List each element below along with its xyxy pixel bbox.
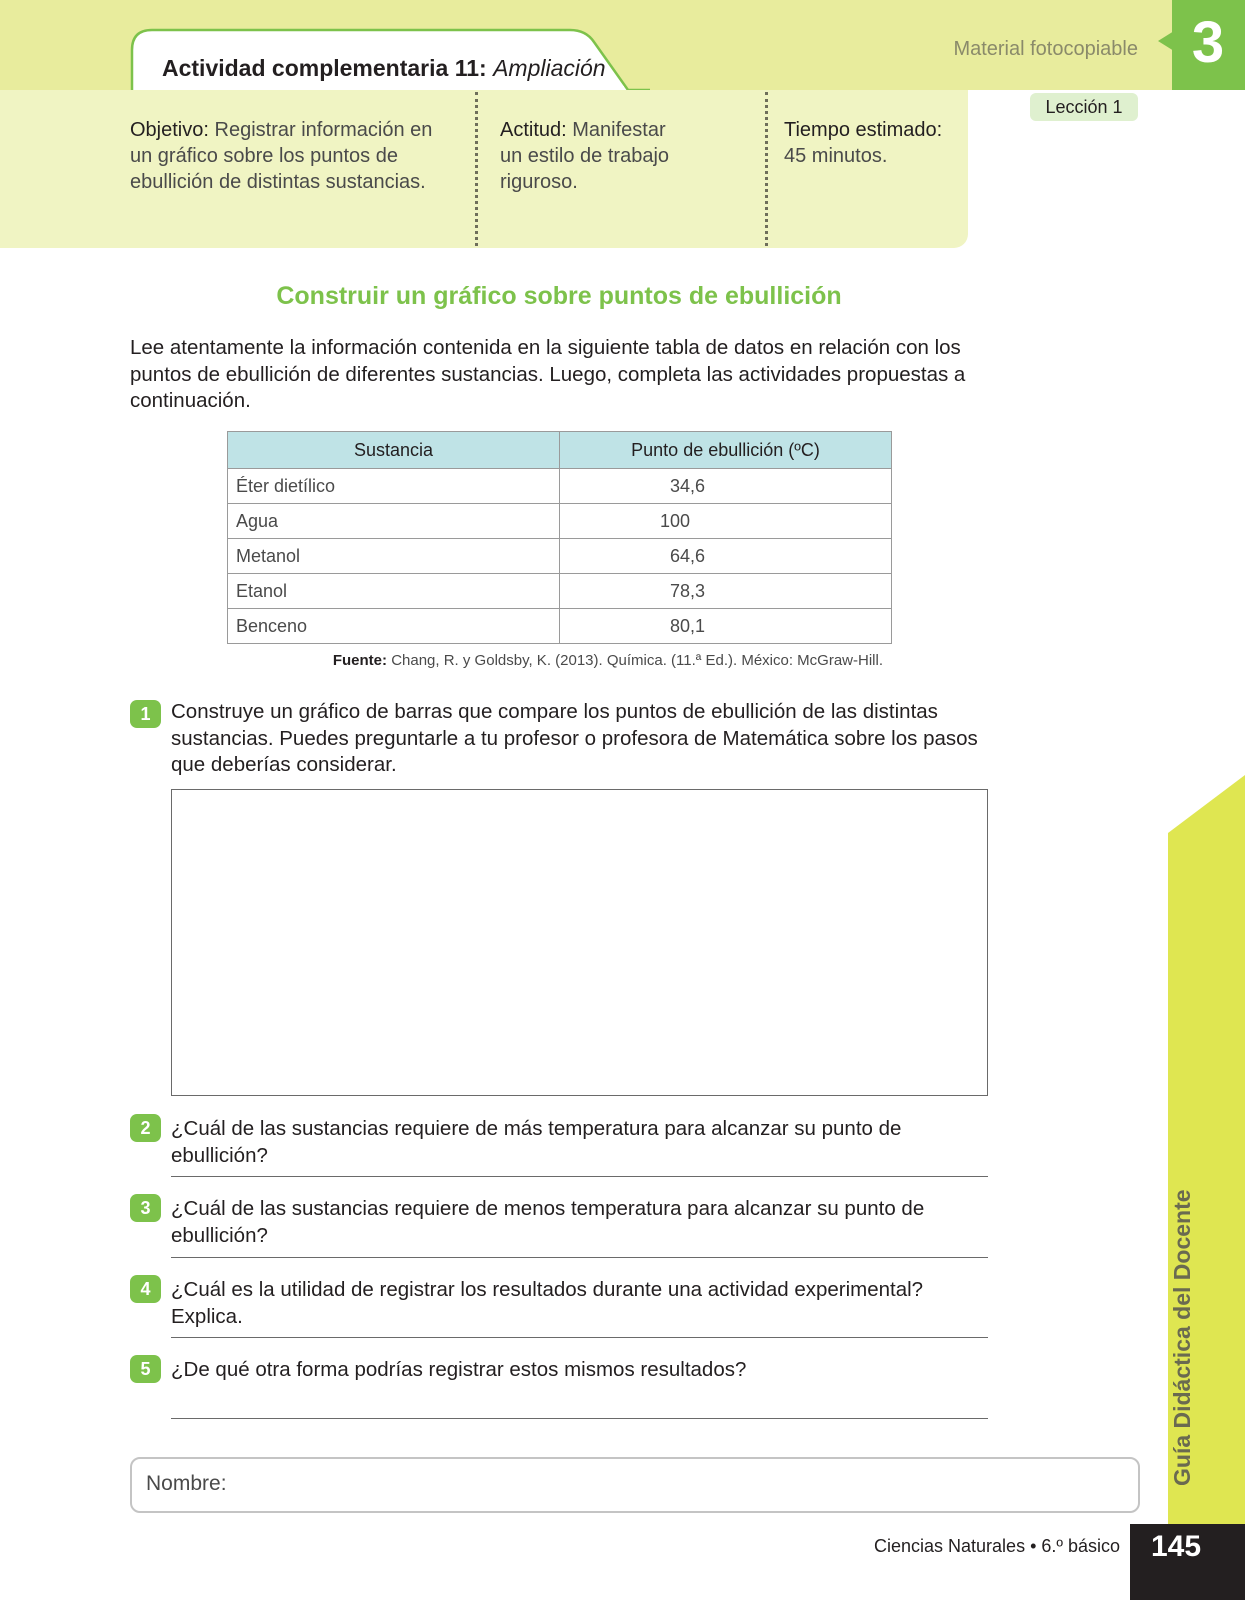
estimated-time: Tiempo estimado: 45 minutos. [784,119,943,167]
footer-subject: Ciencias Naturales • 6.º básico [874,1536,1120,1556]
question-text: ¿Cuál es la utilidad de registrar los resultados durante una actividad experimental? Explica. [171,1278,924,1328]
question-number-badge: 2 [130,1114,161,1142]
intro-paragraph: Lee atentamente la información contenida en la siguiente tabla de datos en relación con los puntos de ebullición de diferentes sustancias. Luego, completa las actividades propuestas a continuación. [130,336,966,412]
lesson-badge: Lección 1 [1030,93,1138,121]
question-text: Construye un gráfico de barras que compare los puntos de ebullición de las distintas sustancias. Puedes preguntarle a tu profesor o profesora de Matemática sobre los pasos que deberías considerar. [171,700,978,776]
attitude: Actitud: Manifestar un estilo de trabajo riguroso. [500,119,670,193]
table-row [228,504,892,539]
table-row [228,469,892,504]
boiling-point-table [227,431,892,644]
side-label: Guía Didáctica del Docente [1169,1189,1195,1486]
answer-line[interactable] [171,1176,988,1177]
page-number: 145 [1150,1530,1202,1563]
table-row [228,574,892,609]
unit-number: 3 [1191,10,1225,75]
activity-title: Actividad complementaria 11: Ampliación [162,55,606,81]
question-text: ¿Cuál de las sustancias requiere de más temperatura para alcanzar su punto de ebullición? [171,1117,902,1167]
substance-cell: Agua [228,504,560,539]
material-label: Material fotocopiable [953,38,1138,60]
value-cell: 80,1 [560,609,892,644]
question-number-badge: 4 [130,1275,161,1303]
table-header-row [228,432,892,469]
column-header: Punto de ebullición (ºC) [560,432,892,469]
name-label: Nombre: [146,1472,227,1495]
question-number-badge: 1 [130,700,161,728]
question-text: ¿Cuál de las sustancias requiere de menos temperatura para alcanzar su punto de ebullición? [171,1197,925,1247]
info-divider [765,92,768,246]
info-divider [475,92,478,246]
table-source: Fuente: Chang, R. y Goldsby, K. (2013). Química. (11.ª Ed.). México: McGraw-Hill. [332,652,883,669]
answer-line[interactable] [171,1257,988,1258]
question-number-badge: 3 [130,1194,161,1222]
value-cell: 34,6 [560,469,892,504]
substance-cell: Etanol [228,574,560,609]
substance-cell: Metanol [228,539,560,574]
table-row [228,539,892,574]
value-cell: 64,6 [560,539,892,574]
objective: Objetivo: Registrar información en un gráfico sobre los puntos de ebullición de distintas sustancias. [130,119,433,193]
question-text: ¿De qué otra forma podrías registrar estos mismos resultados? [171,1358,747,1381]
value-cell: 100 [560,504,892,539]
table-row [228,609,892,644]
substance-cell: Éter dietílico [228,469,560,504]
question-number-badge: 5 [130,1355,161,1383]
section-title: Construir un gráfico sobre puntos de ebullición [276,282,842,310]
substance-cell: Benceno [228,609,560,644]
graph-answer-area[interactable] [171,789,988,1096]
answer-line[interactable] [171,1418,988,1419]
name-field[interactable] [130,1457,1140,1513]
value-cell: 78,3 [560,574,892,609]
column-header: Sustancia [228,432,560,469]
answer-line[interactable] [171,1337,988,1338]
